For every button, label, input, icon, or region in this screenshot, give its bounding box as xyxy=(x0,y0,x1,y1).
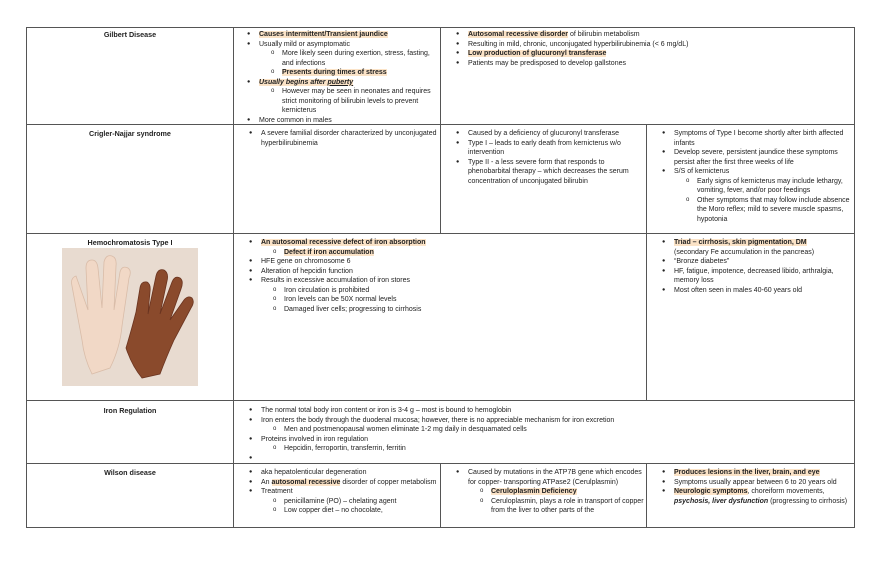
column-divider xyxy=(440,124,441,234)
hands-comparison-photo xyxy=(62,248,198,386)
list-item: ● Patients may be predisposed to develop gallstones xyxy=(455,59,851,69)
list-item: o Hepcidin, ferroportin, transferrin, ferritin xyxy=(248,444,848,454)
list-item: o Defect if iron accumulation xyxy=(248,248,644,258)
list-item: ● Proteins involved in iron regulation xyxy=(248,435,848,445)
list-item: o Other symptoms that may follow include absence the Moro reflex; mild to severe muscle spasms, hypotonia xyxy=(661,196,853,225)
gilbert-col1 xyxy=(246,30,438,124)
list-item: ● Causes intermittent/Transient jaundice xyxy=(246,30,438,40)
list-item: ● Autosomal recessive disorder of bilirubin metabolism xyxy=(455,30,851,40)
row-divider xyxy=(26,400,854,401)
column-divider xyxy=(646,124,647,234)
column-divider xyxy=(646,233,647,401)
list-item: o Men and postmenopausal women eliminate 1-2 mg daily in desquamated cells xyxy=(248,425,848,435)
list-item: ● More common in males xyxy=(246,116,438,125)
wilson-col3 xyxy=(661,468,853,526)
list-item: ● Symptoms usually appear between 6 to 20 years old xyxy=(661,478,853,488)
row-title-hemochromatosis: Hemochromatosis Type I xyxy=(87,238,173,247)
row-title-iron: Iron Regulation xyxy=(103,406,157,415)
row-title-crigler: Crigler-Najjar syndrome xyxy=(89,129,171,138)
list-item: o However may be seen in neonates and requires strict monitoring of bilirubin levels to prevent kernicterus xyxy=(246,87,438,116)
list-item: o penicillamine (PO) – chelating agent xyxy=(248,497,438,507)
list-item: ● Low production of glucuronyl transferase xyxy=(455,49,851,59)
gilbert-col2 xyxy=(455,30,851,124)
crigler-col3 xyxy=(661,129,853,233)
list-item: ● Produces lesions in the liver, brain, and eye xyxy=(661,468,853,478)
list-item: ● Usually mild or asymptomatic xyxy=(246,40,438,50)
list-item: ● Caused by mutations in the ATP7B gene which encodes for copper- transporting ATPase2 (Cerulplasmin) xyxy=(455,468,644,487)
list-item: ● Usually begins after puberty xyxy=(246,78,438,88)
row-title-gilbert: Gilbert Disease xyxy=(103,30,157,39)
list-item: o Ceruloplasmin, plays a role in transport of copper from the liver to other parts of the xyxy=(455,497,644,516)
list-item xyxy=(248,454,848,463)
list-item: ● Type II - a less severe form that responds to phenobarbital therapy – which decreases the serum concentration of unconjugated bilirubin xyxy=(455,158,644,187)
list-item: ● An autosomal recessive disorder of copper metabolism xyxy=(248,478,438,488)
list-item: ● Develop severe, persistent jaundice these symptoms persist after the first three weeks of life xyxy=(661,148,853,167)
list-item: ● aka hepatolenticular degeneration xyxy=(248,468,438,478)
list-item: ● “Bronze diabetes” xyxy=(661,257,853,267)
list-item: ● HFE gene on chromosome 6 xyxy=(248,257,644,267)
table-border xyxy=(854,27,855,528)
list-item: o More likely seen during exertion, stress, fasting, and infections xyxy=(246,49,438,68)
list-item: ● Most often seen in males 40-60 years old xyxy=(661,286,853,296)
list-item: ● An autosomal recessive defect of iron absorption xyxy=(248,238,644,248)
list-item: ● A severe familial disorder characterized by unconjugated hyperbilirubinemia xyxy=(248,129,438,148)
row-title-wilson: Wilson disease xyxy=(104,468,156,477)
column-divider xyxy=(646,463,647,528)
list-item: ● The normal total body iron content or iron is 3-4 g – most is bound to hemoglobin xyxy=(248,406,848,416)
list-item: ● S/S of kernicterus xyxy=(661,167,853,177)
list-item: ● Neurologic symptoms, choreiform movements, psychosis, liver dysfunction (progressing to cirrhosis) xyxy=(661,487,853,506)
column-divider xyxy=(440,463,441,528)
list-item: ● HF, fatigue, impotence, decreased libido, arthralgia, memory loss xyxy=(661,267,853,286)
list-item: ● Symptoms of Type I become shortly after birth affected infants xyxy=(661,129,853,148)
list-item: o Iron levels can be 50X normal levels xyxy=(248,295,644,305)
list-item: o Ceruloplasmin Deficiency xyxy=(455,487,644,497)
wilson-col1 xyxy=(248,468,438,526)
wilson-col2 xyxy=(455,468,644,526)
list-item: ● Iron enters the body through the duodenal mucosa; however, there is no appreciable mechanism for iron excretion xyxy=(248,416,848,426)
list-item: o Early signs of kernicterus may include lethargy, vomiting, fever, and/or poor feedings xyxy=(661,177,853,196)
list-item: ● Type I – leads to early death from kernicterus w/o intervention xyxy=(455,139,644,158)
column-divider xyxy=(440,27,441,125)
list-item: o Low copper diet – no chocolate, xyxy=(248,506,438,516)
list-item: ● Treatment xyxy=(248,487,438,497)
hemochromatosis-col3 xyxy=(661,238,853,400)
list-item: o Iron circulation is prohibited xyxy=(248,286,644,296)
iron-col1 xyxy=(248,406,848,462)
column-divider xyxy=(233,27,234,528)
list-item: o Presents during times of stress xyxy=(246,68,438,78)
list-item: ● Results in excessive accumulation of iron stores xyxy=(248,276,644,286)
crigler-col1 xyxy=(248,129,438,233)
list-item: ● Alteration of hepcidin function xyxy=(248,267,644,277)
list-item: ● Triad – cirrhosis, skin pigmentation, DM (secondary Fe accumulation in the pancreas) xyxy=(661,238,853,257)
list-item: ● Resulting in mild, chronic, unconjugated hyperbilirubinemia (< 6 mg/dL) xyxy=(455,40,851,50)
list-item: o Damaged liver cells; progressing to cirrhosis xyxy=(248,305,644,315)
table-border xyxy=(26,27,27,528)
hemochromatosis-col1 xyxy=(248,238,644,400)
crigler-col2 xyxy=(455,129,644,233)
list-item: ● Caused by a deficiency of glucuronyl transferase xyxy=(455,129,644,139)
